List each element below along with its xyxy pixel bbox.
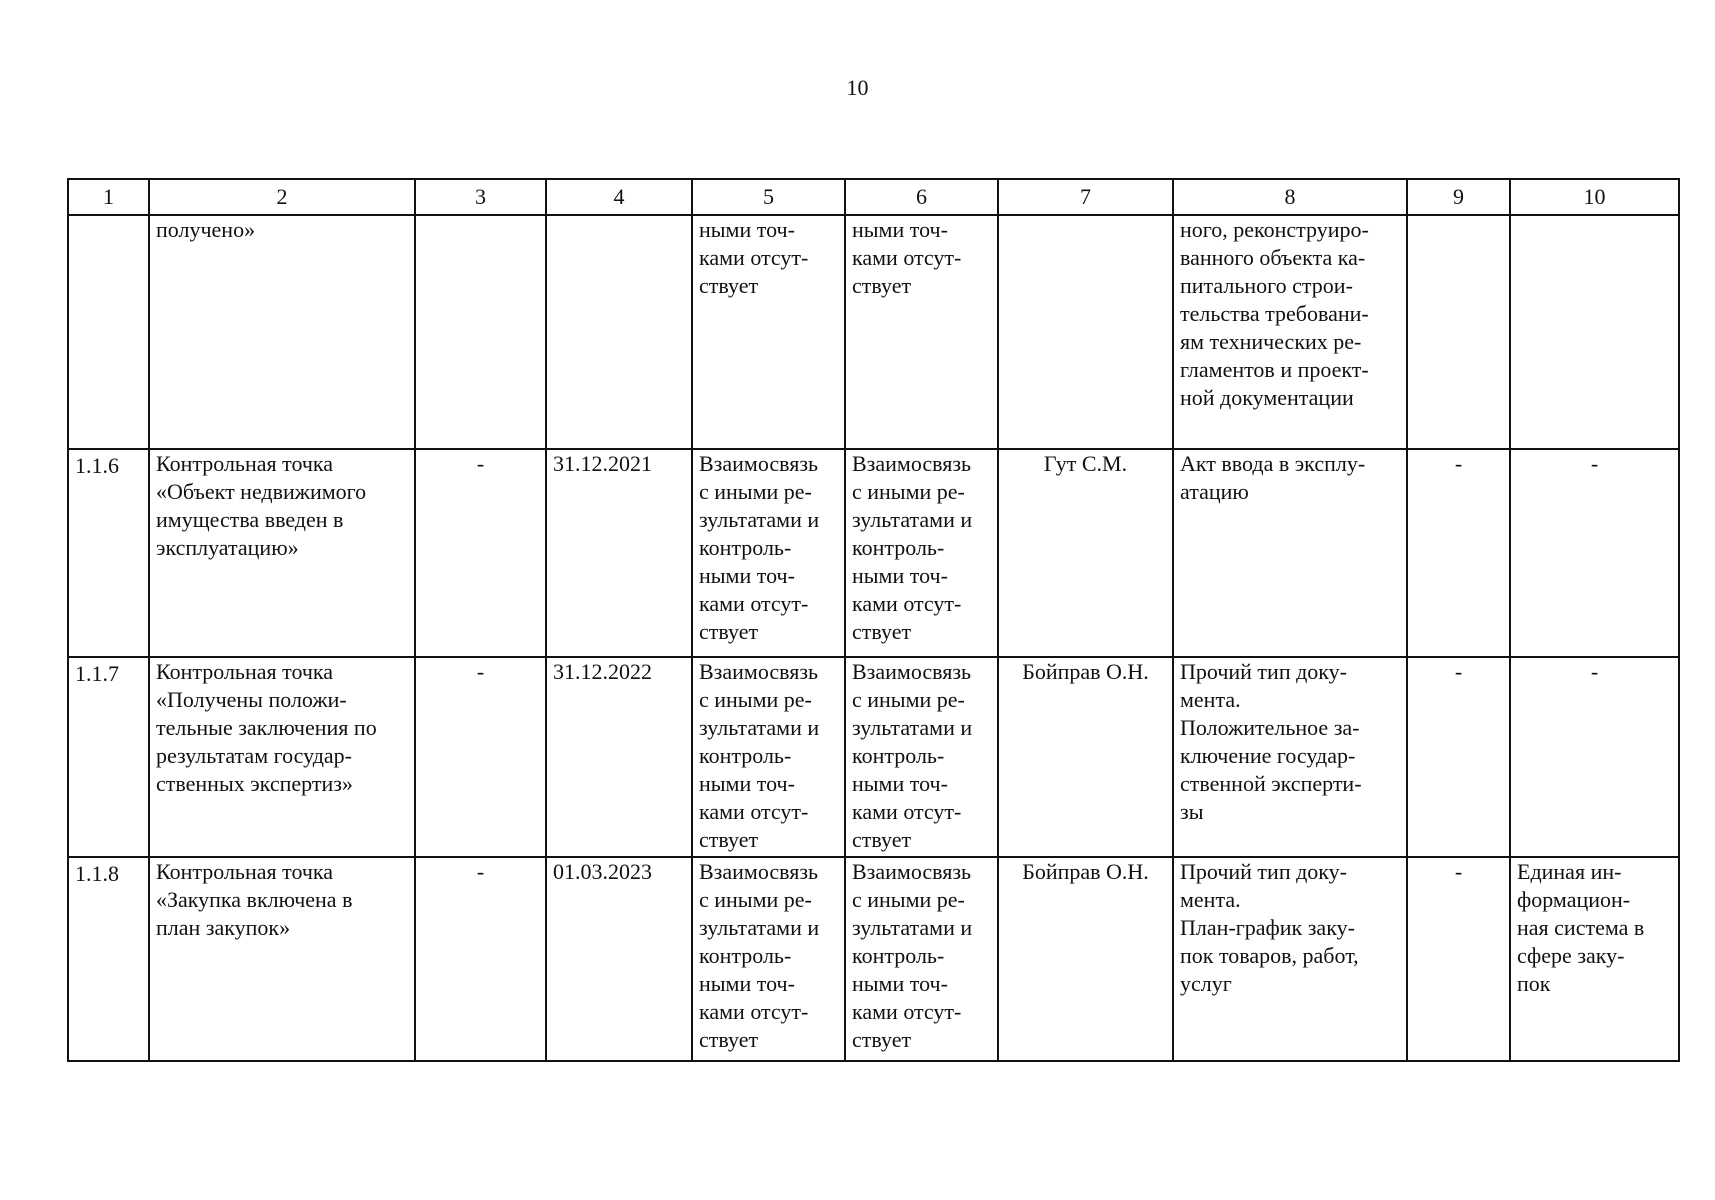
row-date: 31.12.2022 xyxy=(546,657,692,857)
row-number xyxy=(68,215,149,449)
table-row xyxy=(68,449,1679,657)
row-col9: - xyxy=(1407,857,1510,1061)
header-col-3: 3 xyxy=(415,179,546,215)
row-name: Контрольная точка «Объект недвижимого имущества введен в эксплуатацию» xyxy=(149,449,415,657)
row-col9: - xyxy=(1407,449,1510,657)
row-document: Акт ввода в эксплу- атацию xyxy=(1173,449,1407,657)
row-name: Контрольная точка «Закупка включена в план закупок» xyxy=(149,857,415,1061)
row-system xyxy=(1510,215,1679,449)
row-system: Единая ин- формацион- ная система в сфере заку- пок xyxy=(1510,857,1679,1061)
row-document: ного, реконструиро- ванного объекта ка- питального строи- тельства требовани- ям технических ре- гламентов и проект- ной документации xyxy=(1173,215,1407,449)
header-col-7: 7 xyxy=(998,179,1173,215)
row-link-results: Взаимосвязь с иными ре- зультатами и контроль- ными точ- ками отсут- ствует xyxy=(692,857,845,1061)
row-col3: - xyxy=(415,449,546,657)
row-link-results: Взаимосвязь с иными ре- зультатами и контроль- ными точ- ками отсут- ствует xyxy=(692,657,845,857)
table-header-row xyxy=(68,179,1679,215)
row-name: Контрольная точка «Получены положи- тельные заключения по результатам государ- ственных экспертиз» xyxy=(149,657,415,857)
row-link-points: ными точ- ками отсут- ствует xyxy=(845,215,998,449)
row-col9 xyxy=(1407,215,1510,449)
row-document: Прочий тип доку- мента. План-график заку- пок товаров, работ, услуг xyxy=(1173,857,1407,1061)
table-row xyxy=(68,215,1679,449)
header-col-10: 10 xyxy=(1510,179,1679,215)
row-date: 01.03.2023 xyxy=(546,857,692,1061)
row-link-points: Взаимосвязь с иными ре- зультатами и контроль- ными точ- ками отсут- ствует xyxy=(845,449,998,657)
row-link-results: ными точ- ками отсут- ствует xyxy=(692,215,845,449)
header-col-2: 2 xyxy=(149,179,415,215)
row-document: Прочий тип доку- мента. Положительное за- ключение государ- ственной эксперти- зы xyxy=(1173,657,1407,857)
row-responsible: Бойправ О.Н. xyxy=(998,657,1173,857)
header-col-8: 8 xyxy=(1173,179,1407,215)
page-number: 10 xyxy=(846,75,869,100)
header-col-5: 5 xyxy=(692,179,845,215)
row-date xyxy=(546,215,692,449)
header-col-1: 1 xyxy=(68,179,149,215)
row-col3 xyxy=(415,215,546,449)
row-number: 1.1.7 xyxy=(68,657,149,857)
table-row xyxy=(68,657,1679,857)
control-points-table xyxy=(67,178,1680,1062)
row-col3: - xyxy=(415,857,546,1061)
row-responsible: Гут С.М. xyxy=(998,449,1173,657)
row-responsible: Бойправ О.Н. xyxy=(998,857,1173,1061)
table-row xyxy=(68,857,1679,1061)
header-col-4: 4 xyxy=(546,179,692,215)
header-col-6: 6 xyxy=(845,179,998,215)
row-name: получено» xyxy=(149,215,415,449)
row-link-results: Взаимосвязь с иными ре- зультатами и контроль- ными точ- ками отсут- ствует xyxy=(692,449,845,657)
row-link-points: Взаимосвязь с иными ре- зультатами и контроль- ными точ- ками отсут- ствует xyxy=(845,857,998,1061)
header-col-9: 9 xyxy=(1407,179,1510,215)
row-system: - xyxy=(1510,449,1679,657)
row-col9: - xyxy=(1407,657,1510,857)
row-number: 1.1.8 xyxy=(68,857,149,1061)
row-number: 1.1.6 xyxy=(68,449,149,657)
row-date: 31.12.2021 xyxy=(546,449,692,657)
row-responsible xyxy=(998,215,1173,449)
row-col3: - xyxy=(415,657,546,857)
row-link-points: Взаимосвязь с иными ре- зультатами и контроль- ными точ- ками отсут- ствует xyxy=(845,657,998,857)
row-system: - xyxy=(1510,657,1679,857)
